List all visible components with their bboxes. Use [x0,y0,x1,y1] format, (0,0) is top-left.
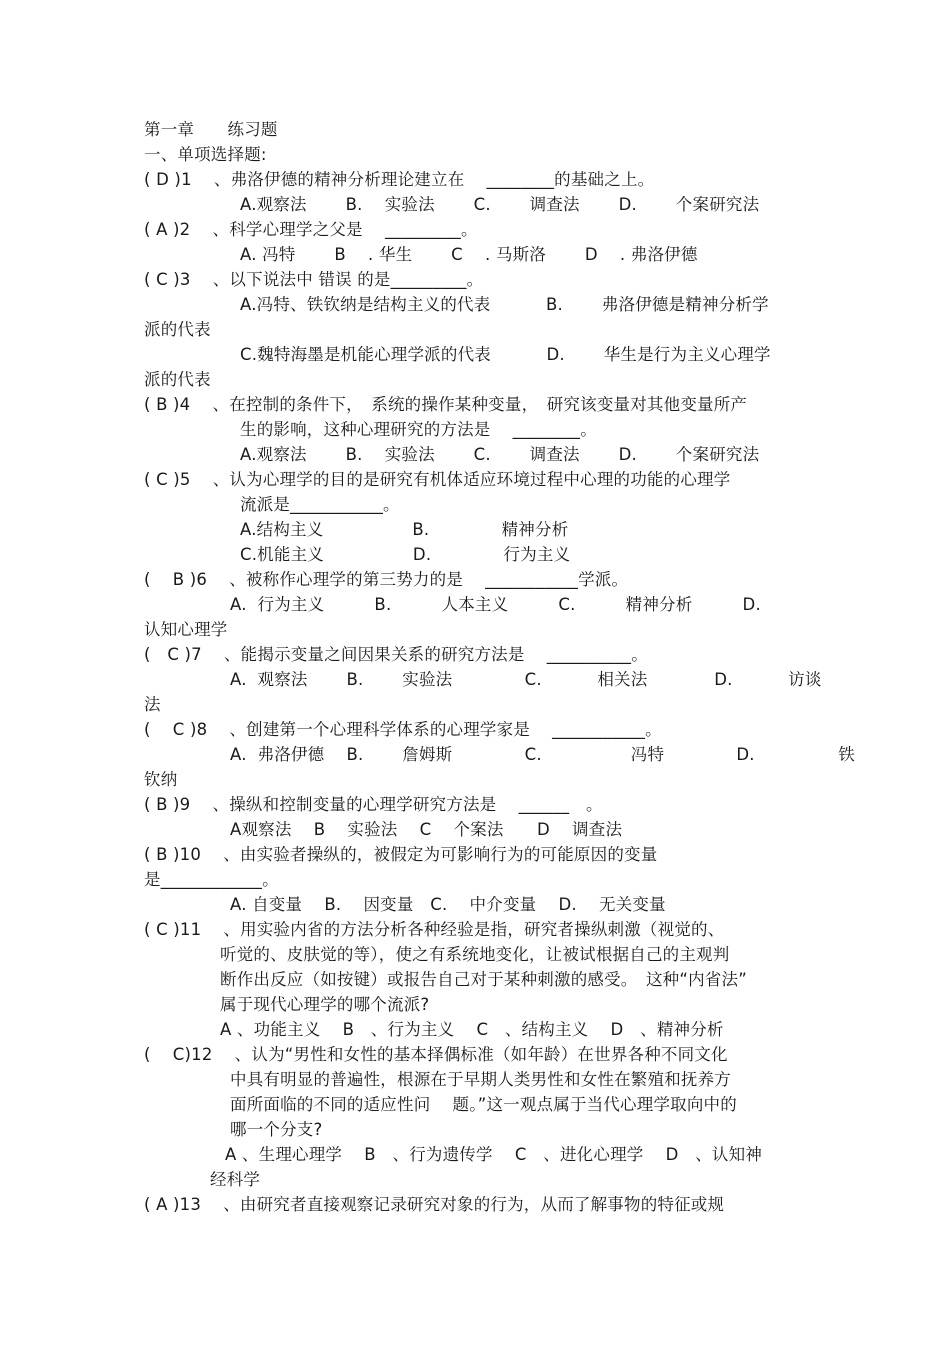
text-line: 面所面临的不同的适应性问 题。”这一观点属于当代心理学取向中的 [230,1095,737,1114]
text-line: ( C)12 、认为“男性和女性的基本择偶标准（如年龄）在世界各种不同文化 [144,1045,728,1064]
text-line: 是____________。 [144,870,279,889]
text-line: ( A )13 、由研究者直接观察记录研究对象的行为，从而了解事物的特征或规 [144,1195,725,1214]
text-line: 钦纳 [144,770,178,789]
text-line: ( B )6 、被称作心理学的第三势力的是 ___________学派。 [144,570,629,589]
text-line: 派的代表 [144,370,211,389]
text-line: ( B )4 、在控制的条件下， 系统的操作某种变量， 研究该变量对其他变量所产 [144,395,748,414]
text-line: C.机能主义 D. 行为主义 [240,545,571,564]
text-line: ( A )2 、科学心理学之父是 _________。 [144,220,478,239]
text-line: A.观察法 B. 实验法 C. 调查法 D. 个案研究法 [240,445,760,464]
text-line: A. 自变量 B. 因变量 C. 中介变量 D. 无关变量 [230,895,666,914]
text-line: A. 观察法 B. 实验法 C. 相关法 D. 访谈 [230,670,822,689]
text-line: ( B )9 、操纵和控制变量的心理学研究方法是 ______ 。 [144,795,603,814]
section-title: 一、单项选择题: [144,145,267,164]
text-line: 生的影响，这种心理研究的方法是 ________。 [240,420,597,439]
text-line: C.魏特海墨是机能心理学派的代表 D. 华生是行为主义心理学 [240,345,771,364]
text-line: ( C )5 、认为心理学的目的是研究有机体适应环境过程中心理的功能的心理学 [144,470,731,489]
text-line: 法 [144,695,161,714]
text-line: A.观察法 B. 实验法 C. 调查法 D. 个案研究法 [240,195,760,214]
text-line: A. 冯特 B . 华生 C . 马斯洛 D . 弗洛伊德 [240,245,698,264]
text-line: A.冯特、铁钦纳是结构主义的代表 B. 弗洛伊德是精神分析学 [240,295,769,314]
text-line: ( C )11 、用实验内省的方法分析各种经验是指，研究者操纵刺激（视觉的、 [144,920,725,939]
text-line: A. 弗洛伊德 B. 詹姆斯 C. 冯特 D. 铁 [230,745,855,764]
text-line: A.结构主义 B. 精神分析 [240,520,569,539]
text-line: ( B )10 、由实验者操纵的，被假定为可影响行为的可能原因的变量 [144,845,658,864]
text-line: ( C )3 、以下说法中 错误 的是_________。 [144,270,484,289]
text-line: ( C )7 、能揭示变量之间因果关系的研究方法是 __________。 [144,645,648,664]
chapter-title: 第一章 练习题 [144,120,278,139]
text-line: 经科学 [210,1170,261,1189]
text-line: 哪一个分支? [230,1120,323,1139]
text-line: 认知心理学 [144,620,228,639]
text-line: 断作出反应（如按键）或报告自己对于某种刺激的感受。 这种“内省法” [220,970,747,989]
text-line: ( C )8 、创建第一个心理科学体系的心理学家是 ___________。 [144,720,662,739]
text-line: 听觉的、皮肤觉的等），使之有系统地变化，让被试根据自己的主观判 [220,945,730,964]
text-line: A观察法 B 实验法 C 个案法 D 调查法 [230,820,623,839]
text-line: A. 行为主义 B. 人本主义 C. 精神分析 D. [230,595,761,614]
text-line: ( D )1 、弗洛伊德的精神分析理论建立在 ________的基础之上。 [144,170,655,189]
text-line: A 、生理心理学 B 、行为遗传学 C 、进化心理学 D 、认知神 [225,1145,763,1164]
text-line: A 、功能主义 B 、行为主义 C 、结构主义 D 、精神分析 [220,1020,724,1039]
text-line: 属于现代心理学的哪个流派? [220,995,430,1014]
text-line: 中具有明显的普遍性，根源在于早期人类男性和女性在繁殖和抚养方 [230,1070,731,1089]
text-line: 派的代表 [144,320,211,339]
text-line: 流派是___________。 [240,495,400,514]
